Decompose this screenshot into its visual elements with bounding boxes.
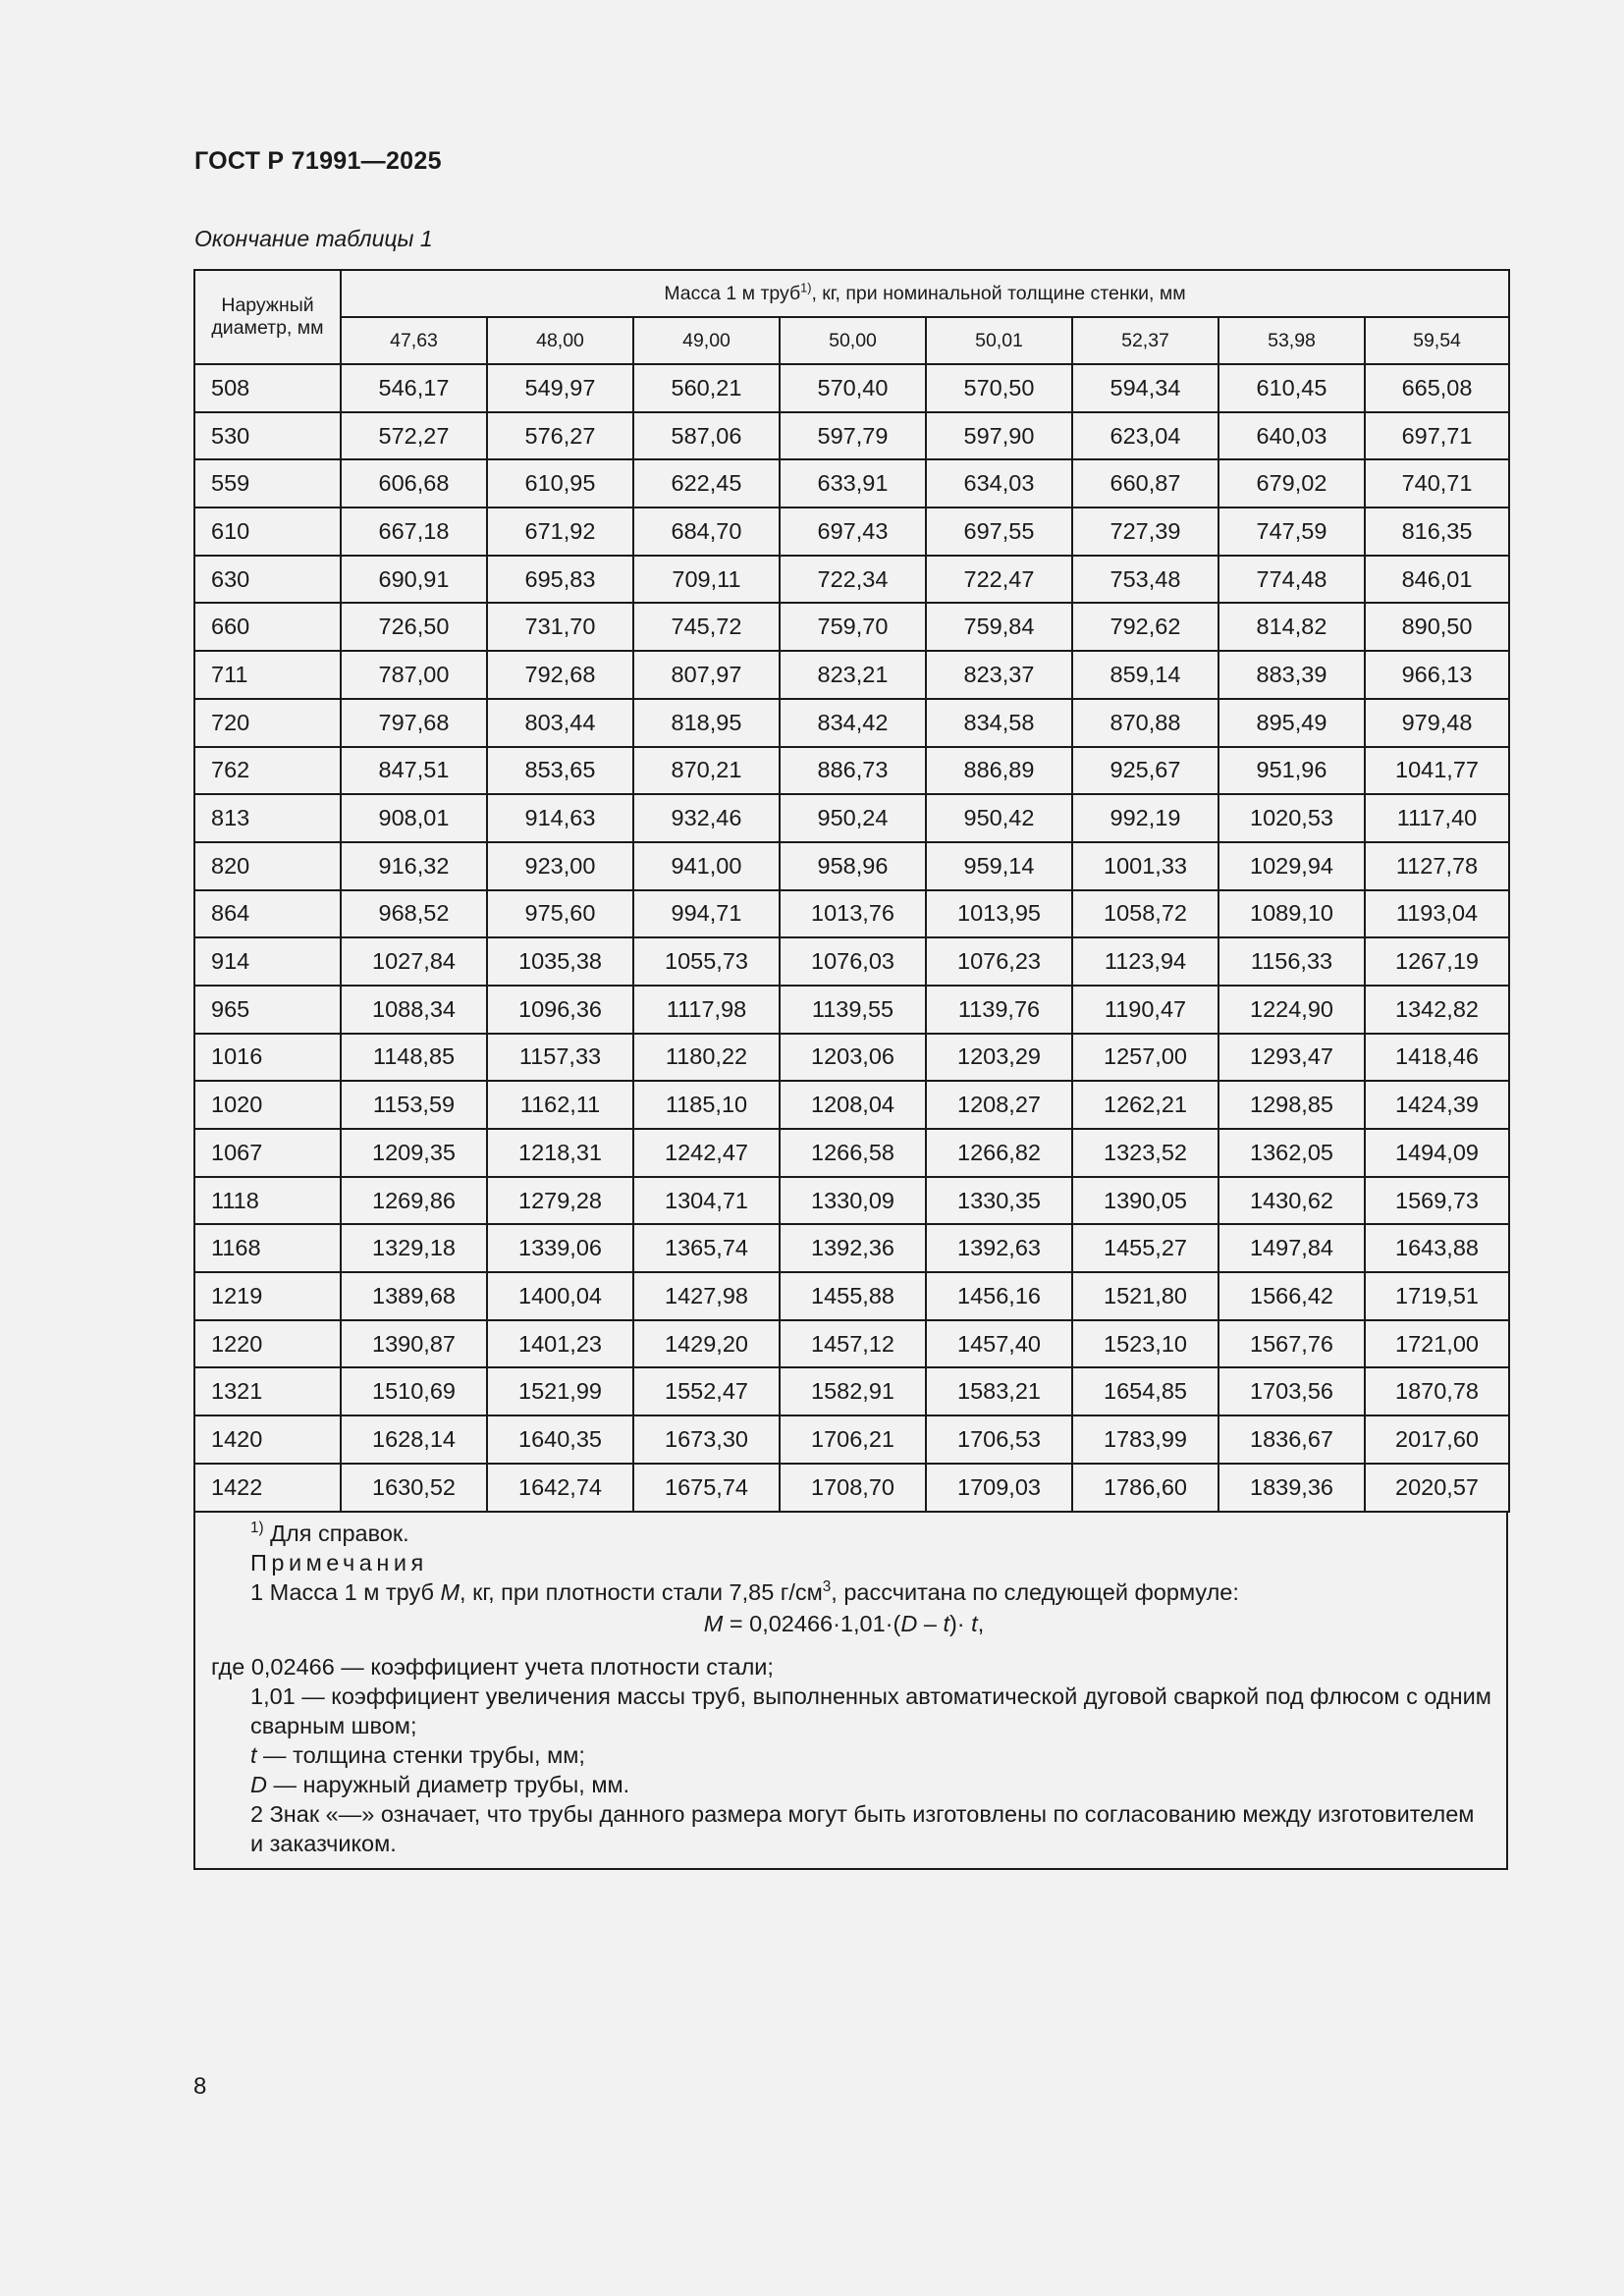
mass-cell: 1365,74 [633, 1224, 780, 1272]
mass-cell: 1203,29 [926, 1034, 1072, 1082]
mass-cell: 1123,94 [1072, 937, 1218, 986]
mass-cell: 1400,04 [487, 1272, 633, 1320]
mass-table-container [193, 269, 1508, 1870]
mass-cell: 697,43 [780, 507, 926, 556]
mass-cell: 740,71 [1365, 459, 1509, 507]
table-header [194, 270, 1509, 364]
footnote-mark: 1) [250, 1519, 264, 1536]
mass-cell: 726,50 [341, 603, 487, 651]
thickness-header: 50,01 [926, 317, 1072, 364]
mass-cell: 1643,88 [1365, 1224, 1509, 1272]
mass-cell: 966,13 [1365, 651, 1509, 699]
diameter-cell: 965 [194, 986, 341, 1034]
table-row [194, 1129, 1509, 1177]
mass-cell: 958,96 [780, 842, 926, 890]
diameter-cell: 820 [194, 842, 341, 890]
table-row [194, 412, 1509, 460]
mass-cell: 823,21 [780, 651, 926, 699]
mass-cell: 1076,03 [780, 937, 926, 986]
mass-cell: 870,21 [633, 747, 780, 795]
mass-cell: 1089,10 [1218, 890, 1365, 938]
mass-cell: 1304,71 [633, 1177, 780, 1225]
mass-cell: 1429,20 [633, 1320, 780, 1368]
mass-cell: 1330,09 [780, 1177, 926, 1225]
mass-cell: 1721,00 [1365, 1320, 1509, 1368]
mass-cell: 549,97 [487, 364, 633, 412]
thickness-header: 47,63 [341, 317, 487, 364]
mass-cell: 1208,27 [926, 1081, 1072, 1129]
diameter-cell: 1420 [194, 1415, 341, 1464]
table-row [194, 794, 1509, 842]
thickness-header: 49,00 [633, 317, 780, 364]
mass-cell: 1148,85 [341, 1034, 487, 1082]
formula-text: )· [948, 1610, 972, 1636]
mass-cell: 979,48 [1365, 699, 1509, 747]
note-1-text: , кг, при плотности стали 7,85 г/см [460, 1578, 823, 1605]
formula-symbol: t [943, 1610, 949, 1636]
mass-cell: 622,45 [633, 459, 780, 507]
mass-cell: 560,21 [633, 364, 780, 412]
mass-cell: 816,35 [1365, 507, 1509, 556]
mass-cell: 941,00 [633, 842, 780, 890]
formula-symbol: M [703, 1610, 724, 1636]
mass-cell: 753,48 [1072, 556, 1218, 604]
mass-cell: 1418,46 [1365, 1034, 1509, 1082]
diameter-cell: 813 [194, 794, 341, 842]
mass-table [193, 269, 1510, 1513]
table-caption: Окончание таблицы 1 [194, 226, 433, 251]
symbol-t: t [250, 1741, 257, 1768]
note-1-superscript: 3 [822, 1577, 832, 1595]
mass-cell: 1185,10 [633, 1081, 780, 1129]
mass-cell: 576,27 [487, 412, 633, 460]
mass-cell: 883,39 [1218, 651, 1365, 699]
mass-cell: 1654,85 [1072, 1367, 1218, 1415]
mass-cell: 959,14 [926, 842, 1072, 890]
mass-cell: 697,71 [1365, 412, 1509, 460]
mass-cell: 834,42 [780, 699, 926, 747]
mass-cell: 1455,27 [1072, 1224, 1218, 1272]
mass-cell: 1262,21 [1072, 1081, 1218, 1129]
table-row [194, 1081, 1509, 1129]
mass-cell: 1139,55 [780, 986, 926, 1034]
mass-cell: 1497,84 [1218, 1224, 1365, 1272]
mass-cell: 697,55 [926, 507, 1072, 556]
mass-cell: 570,50 [926, 364, 1072, 412]
note-1 [195, 1577, 1506, 1607]
mass-cell: 908,01 [341, 794, 487, 842]
mass-cell: 847,51 [341, 747, 487, 795]
mass-cell: 2017,60 [1365, 1415, 1509, 1464]
diameter-cell: 1016 [194, 1034, 341, 1082]
mass-cell: 1208,04 [780, 1081, 926, 1129]
mass-cell: 747,59 [1218, 507, 1365, 556]
diameter-cell: 1118 [194, 1177, 341, 1225]
mass-cell: 1076,23 [926, 937, 1072, 986]
mass-cell: 951,96 [1218, 747, 1365, 795]
table-row [194, 842, 1509, 890]
diameter-cell: 1220 [194, 1320, 341, 1368]
mass-cell: 1390,87 [341, 1320, 487, 1368]
mass-cell: 807,97 [633, 651, 780, 699]
diameter-cell: 762 [194, 747, 341, 795]
mass-cell: 1390,05 [1072, 1177, 1218, 1225]
mass-cell: 671,92 [487, 507, 633, 556]
mass-cell: 1401,23 [487, 1320, 633, 1368]
thickness-header: 50,00 [780, 317, 926, 364]
mass-cell: 895,49 [1218, 699, 1365, 747]
mass-cell: 1510,69 [341, 1367, 487, 1415]
mass-cell: 1457,40 [926, 1320, 1072, 1368]
table-row [194, 556, 1509, 604]
mass-cell: 1027,84 [341, 937, 487, 986]
mass-cell: 1521,80 [1072, 1272, 1218, 1320]
diameter-cell: 1067 [194, 1129, 341, 1177]
mass-cell: 890,50 [1365, 603, 1509, 651]
notes-title: Примечания [250, 1549, 428, 1575]
mass-cell: 1020,53 [1218, 794, 1365, 842]
table-row [194, 603, 1509, 651]
diameter-cell: 508 [194, 364, 341, 412]
mass-cell: 1709,03 [926, 1464, 1072, 1512]
mass-cell: 1190,47 [1072, 986, 1218, 1034]
mass-cell: 859,14 [1072, 651, 1218, 699]
mass-cell: 994,71 [633, 890, 780, 938]
diameter-cell: 711 [194, 651, 341, 699]
mass-cell: 640,03 [1218, 412, 1365, 460]
diameter-cell: 1321 [194, 1367, 341, 1415]
coefficient-line: 1,01 — коэффициент увеличения массы труб, выполненных автоматической дуговой сваркой под флюсом с одним сварным швом; [250, 1682, 1491, 1738]
definition-text: — наружный диаметр трубы, мм. [266, 1771, 630, 1797]
mass-cell: 1836,67 [1218, 1415, 1365, 1464]
mass-cell: 886,73 [780, 747, 926, 795]
mass-cell: 1242,47 [633, 1129, 780, 1177]
mass-cell: 597,79 [780, 412, 926, 460]
table-row [194, 1224, 1509, 1272]
mass-cell: 1521,99 [487, 1367, 633, 1415]
diameter-cell: 610 [194, 507, 341, 556]
mass-cell: 1180,22 [633, 1034, 780, 1082]
mass-cell: 667,18 [341, 507, 487, 556]
diameter-cell: 1422 [194, 1464, 341, 1512]
mass-cell: 1427,98 [633, 1272, 780, 1320]
mass-cell: 731,70 [487, 603, 633, 651]
mass-cell: 594,34 [1072, 364, 1218, 412]
mass-cell: 1218,31 [487, 1129, 633, 1177]
mass-cell: 1566,42 [1218, 1272, 1365, 1320]
mass-cell: 727,39 [1072, 507, 1218, 556]
mass-cell: 1339,06 [487, 1224, 633, 1272]
table-row [194, 986, 1509, 1034]
diameter-column-header: Наружный диаметр, мм [194, 270, 341, 364]
table-row [194, 1034, 1509, 1082]
diameter-cell: 630 [194, 556, 341, 604]
mass-cell: 1096,36 [487, 986, 633, 1034]
mass-cell: 792,62 [1072, 603, 1218, 651]
mass-cell: 914,63 [487, 794, 633, 842]
mass-cell: 1035,38 [487, 937, 633, 986]
diameter-cell: 914 [194, 937, 341, 986]
mass-cell: 1266,82 [926, 1129, 1072, 1177]
mass-cell: 1156,33 [1218, 937, 1365, 986]
mass-cell: 1839,36 [1218, 1464, 1365, 1512]
mass-cell: 1569,73 [1365, 1177, 1509, 1225]
mass-cell: 1279,28 [487, 1177, 633, 1225]
mass-cell: 975,60 [487, 890, 633, 938]
mass-cell: 660,87 [1072, 459, 1218, 507]
formula-symbol: t [971, 1610, 978, 1636]
mass-cell: 759,70 [780, 603, 926, 651]
mass-cell: 950,24 [780, 794, 926, 842]
mass-cell: 834,58 [926, 699, 1072, 747]
table-row [194, 747, 1509, 795]
mass-cell: 853,65 [487, 747, 633, 795]
mass-cell: 606,68 [341, 459, 487, 507]
mass-cell: 1267,19 [1365, 937, 1509, 986]
mass-cell: 546,17 [341, 364, 487, 412]
table-row [194, 1367, 1509, 1415]
page-number: 8 [193, 2073, 207, 2100]
mass-cell: 1628,14 [341, 1415, 487, 1464]
mass-cell: 690,91 [341, 556, 487, 604]
mass-cell: 1706,53 [926, 1415, 1072, 1464]
mass-cell: 1117,40 [1365, 794, 1509, 842]
formula-text: , [977, 1610, 985, 1636]
note-1-text: 1 Масса 1 м труб [250, 1578, 441, 1605]
table-notes [193, 1513, 1508, 1870]
mass-cell: 1055,73 [633, 937, 780, 986]
mass-formula [195, 1607, 1506, 1652]
mass-cell: 774,48 [1218, 556, 1365, 604]
mass-cell: 886,89 [926, 747, 1072, 795]
mass-cell: 1266,58 [780, 1129, 926, 1177]
mass-cell: 1640,35 [487, 1415, 633, 1464]
mass-cell: 633,91 [780, 459, 926, 507]
where-line: где 0,02466 — коэффициент учета плотности стали; [211, 1653, 774, 1680]
mass-cell: 1389,68 [341, 1272, 487, 1320]
mass-header-footnote-mark: 1) [800, 281, 812, 294]
diameter-cell: 660 [194, 603, 341, 651]
mass-cell: 1323,52 [1072, 1129, 1218, 1177]
mass-cell: 745,72 [633, 603, 780, 651]
mass-cell: 1457,12 [780, 1320, 926, 1368]
mass-cell: 1013,76 [780, 890, 926, 938]
thickness-header: 52,37 [1072, 317, 1218, 364]
mass-cell: 1392,63 [926, 1224, 1072, 1272]
note-1-text: , рассчитана по следующей формуле: [831, 1578, 1239, 1605]
mass-cell: 597,90 [926, 412, 1072, 460]
mass-cell: 1494,09 [1365, 1129, 1509, 1177]
mass-cell: 1673,30 [633, 1415, 780, 1464]
mass-cell: 1257,00 [1072, 1034, 1218, 1082]
table-row [194, 699, 1509, 747]
mass-cell: 846,01 [1365, 556, 1509, 604]
mass-cell: 1029,94 [1218, 842, 1365, 890]
mass-cell: 1582,91 [780, 1367, 926, 1415]
mass-cell: 870,88 [1072, 699, 1218, 747]
table-row [194, 1415, 1509, 1464]
table-row [194, 507, 1509, 556]
mass-cell: 950,42 [926, 794, 1072, 842]
mass-cell: 1362,05 [1218, 1129, 1365, 1177]
diameter-definition [195, 1770, 1506, 1799]
mass-cell: 1455,88 [780, 1272, 926, 1320]
diameter-cell: 720 [194, 699, 341, 747]
thickness-header: 53,98 [1218, 317, 1365, 364]
mass-cell: 634,03 [926, 459, 1072, 507]
table-row [194, 1320, 1509, 1368]
mass-cell: 1224,90 [1218, 986, 1365, 1034]
mass-cell: 1392,36 [780, 1224, 926, 1272]
mass-header-rest: , кг, при номинальной толщине стенки, мм [811, 282, 1186, 304]
thickness-header: 48,00 [487, 317, 633, 364]
mass-cell: 1567,76 [1218, 1320, 1365, 1368]
mass-cell: 1088,34 [341, 986, 487, 1034]
mass-cell: 722,34 [780, 556, 926, 604]
mass-cell: 1583,21 [926, 1367, 1072, 1415]
diameter-cell: 1168 [194, 1224, 341, 1272]
formula-text: = 0,02466·1,01·( [723, 1610, 901, 1636]
footnote-text: Для справок. [263, 1520, 409, 1546]
mass-cell: 932,46 [633, 794, 780, 842]
mass-cell: 1456,16 [926, 1272, 1072, 1320]
mass-cell: 665,08 [1365, 364, 1509, 412]
footnote [195, 1519, 1506, 1548]
mass-cell: 792,68 [487, 651, 633, 699]
mass-cell: 1703,56 [1218, 1367, 1365, 1415]
mass-cell: 803,44 [487, 699, 633, 747]
diameter-cell: 1219 [194, 1272, 341, 1320]
mass-cell: 923,00 [487, 842, 633, 890]
mass-cell: 1329,18 [341, 1224, 487, 1272]
mass-cell: 968,52 [341, 890, 487, 938]
table-row [194, 1464, 1509, 1512]
mass-cell: 1630,52 [341, 1464, 487, 1512]
mass-cell: 1153,59 [341, 1081, 487, 1129]
mass-cell: 570,40 [780, 364, 926, 412]
diameter-cell: 530 [194, 412, 341, 460]
formula-text: – [917, 1610, 944, 1636]
mass-cell: 1203,06 [780, 1034, 926, 1082]
thickness-header: 59,54 [1365, 317, 1509, 364]
mass-cell: 1162,11 [487, 1081, 633, 1129]
table-row [194, 651, 1509, 699]
mass-cell: 695,83 [487, 556, 633, 604]
mass-cell: 818,95 [633, 699, 780, 747]
mass-cell: 623,04 [1072, 412, 1218, 460]
thickness-definition [195, 1740, 1506, 1770]
mass-cell: 1041,77 [1365, 747, 1509, 795]
mass-header-main: Масса 1 м труб [664, 282, 801, 304]
mass-cell: 1430,62 [1218, 1177, 1365, 1225]
diameter-cell: 559 [194, 459, 341, 507]
mass-cell: 1330,35 [926, 1177, 1072, 1225]
mass-cell: 1708,70 [780, 1464, 926, 1512]
mass-cell: 1552,47 [633, 1367, 780, 1415]
mass-cell: 1001,33 [1072, 842, 1218, 890]
note-2: 2 Знак «—» означает, что трубы данного размера могут быть изготовлены по согласованию между изготовителем и заказчиком. [250, 1800, 1475, 1856]
formula-symbol: D [900, 1610, 918, 1636]
mass-cell: 759,84 [926, 603, 1072, 651]
mass-cell: 1269,86 [341, 1177, 487, 1225]
table-row [194, 890, 1509, 938]
mass-cell: 1675,74 [633, 1464, 780, 1512]
mass-cell: 1342,82 [1365, 986, 1509, 1034]
mass-cell: 992,19 [1072, 794, 1218, 842]
mass-cell: 1786,60 [1072, 1464, 1218, 1512]
table-body [194, 364, 1509, 1512]
diameter-cell: 1020 [194, 1081, 341, 1129]
mass-cell: 610,45 [1218, 364, 1365, 412]
diameter-cell: 864 [194, 890, 341, 938]
mass-cell: 1719,51 [1365, 1272, 1509, 1320]
mass-cell: 1127,78 [1365, 842, 1509, 890]
mass-cell: 1298,85 [1218, 1081, 1365, 1129]
table-row [194, 459, 1509, 507]
mass-cell: 1424,39 [1365, 1081, 1509, 1129]
mass-cell: 1209,35 [341, 1129, 487, 1177]
mass-cell: 814,82 [1218, 603, 1365, 651]
mass-cell: 587,06 [633, 412, 780, 460]
definition-text: — толщина стенки трубы, мм; [256, 1741, 585, 1768]
mass-cell: 1058,72 [1072, 890, 1218, 938]
table-row [194, 1177, 1509, 1225]
mass-cell: 709,11 [633, 556, 780, 604]
mass-cell: 797,68 [341, 699, 487, 747]
mass-cell: 1193,04 [1365, 890, 1509, 938]
mass-cell: 1870,78 [1365, 1367, 1509, 1415]
mass-cell: 2020,57 [1365, 1464, 1509, 1512]
mass-cell: 787,00 [341, 651, 487, 699]
mass-group-header [341, 270, 1509, 317]
table-row [194, 937, 1509, 986]
mass-cell: 610,95 [487, 459, 633, 507]
mass-cell: 722,47 [926, 556, 1072, 604]
table-row [194, 364, 1509, 412]
mass-cell: 925,67 [1072, 747, 1218, 795]
mass-cell: 1013,95 [926, 890, 1072, 938]
mass-cell: 679,02 [1218, 459, 1365, 507]
table-row [194, 1272, 1509, 1320]
mass-cell: 1293,47 [1218, 1034, 1365, 1082]
mass-cell: 1117,98 [633, 986, 780, 1034]
mass-cell: 1783,99 [1072, 1415, 1218, 1464]
mass-cell: 572,27 [341, 412, 487, 460]
mass-cell: 823,37 [926, 651, 1072, 699]
symbol-d: D [250, 1771, 267, 1797]
mass-cell: 1157,33 [487, 1034, 633, 1082]
mass-cell: 1642,74 [487, 1464, 633, 1512]
mass-cell: 1523,10 [1072, 1320, 1218, 1368]
note-1-symbol-m: M [440, 1578, 460, 1605]
mass-cell: 1139,76 [926, 986, 1072, 1034]
mass-cell: 684,70 [633, 507, 780, 556]
mass-cell: 1706,21 [780, 1415, 926, 1464]
document-code: ГОСТ Р 71991—2025 [194, 147, 442, 175]
mass-cell: 916,32 [341, 842, 487, 890]
